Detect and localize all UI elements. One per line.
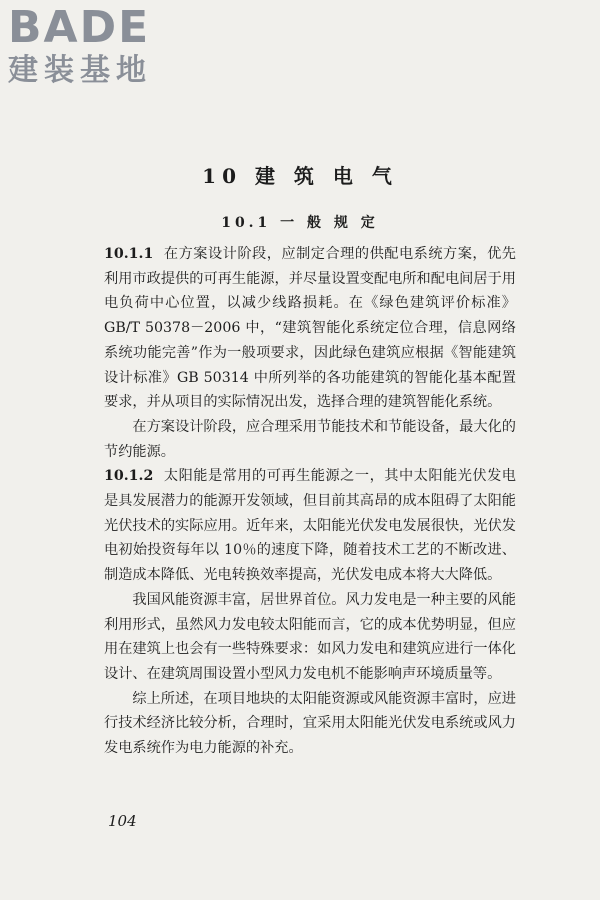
clause-paragraph xyxy=(104,464,516,588)
watermark-logo xyxy=(8,4,152,88)
logo-wordmark: BADE xyxy=(8,2,151,53)
logo-subtitle: 建装基地 xyxy=(8,53,152,88)
clause-paragraph xyxy=(104,242,516,415)
clause-text: 在方案设计阶段，应制定合理的供配电系统方案，优先利用市政提供的可再生能源，并尽量设置变配电所和配电间居于用电负荷中心位置，以减少线路损耗。在《绿色建筑评价标准》GB/T 50378－2006 中，“建筑智能化系统定位合理，信息网络系统功能完善”作为一般项要求，因此绿色建筑应根据《智能建筑设计标准》GB 50314 中所列举的各功能建筑的智能化基本配置要求，并从项目的实际情况出发，选择合理的建筑智能化系统。 xyxy=(104,246,516,411)
page-number: 104 xyxy=(108,812,137,830)
body-text xyxy=(104,242,516,761)
paragraph: 我国风能资源丰富，居世界首位。风力发电是一种主要的风能利用形式，虽然风力发电较太阳能而言，它的成本优势明显，但应用在建筑上也会有一些特殊要求：如风力发电和建筑应进行一体化设计、在建筑周围设置小型风力发电机不能影响声环境质量等。 xyxy=(104,591,516,682)
clause-text: 太阳能是常用的可再生能源之一，其中太阳能光伏发电是具发展潜力的能源开发领域，但目前其高昂的成本阻碍了太阳能光伏技术的实际应用。近年来，太阳能光伏发电发展很快，光伏发电初始投资每年以 10％的速度下降，随着技术工艺的不断改进、制造成本降低、光电转换效率提高，光伏发电成本将大大降低。 xyxy=(104,468,516,584)
chapter-title: 10 建 筑 电 气 xyxy=(202,164,398,188)
paragraph: 在方案设计阶段，应合理采用节能技术和节能设备，最大化的节约能源。 xyxy=(104,418,516,460)
clause-number: 10.1.1 xyxy=(104,246,154,262)
clause-number: 10.1.2 xyxy=(104,468,154,485)
paragraph: 综上所述，在项目地块的太阳能资源或风能资源丰富时，应进行技术经济比较分析，合理时，宜采用太阳能光伏发电系统或风力发电系统作为电力能源的补充。 xyxy=(104,690,516,757)
section-title: 10.1 一 般 规 定 xyxy=(221,215,379,231)
